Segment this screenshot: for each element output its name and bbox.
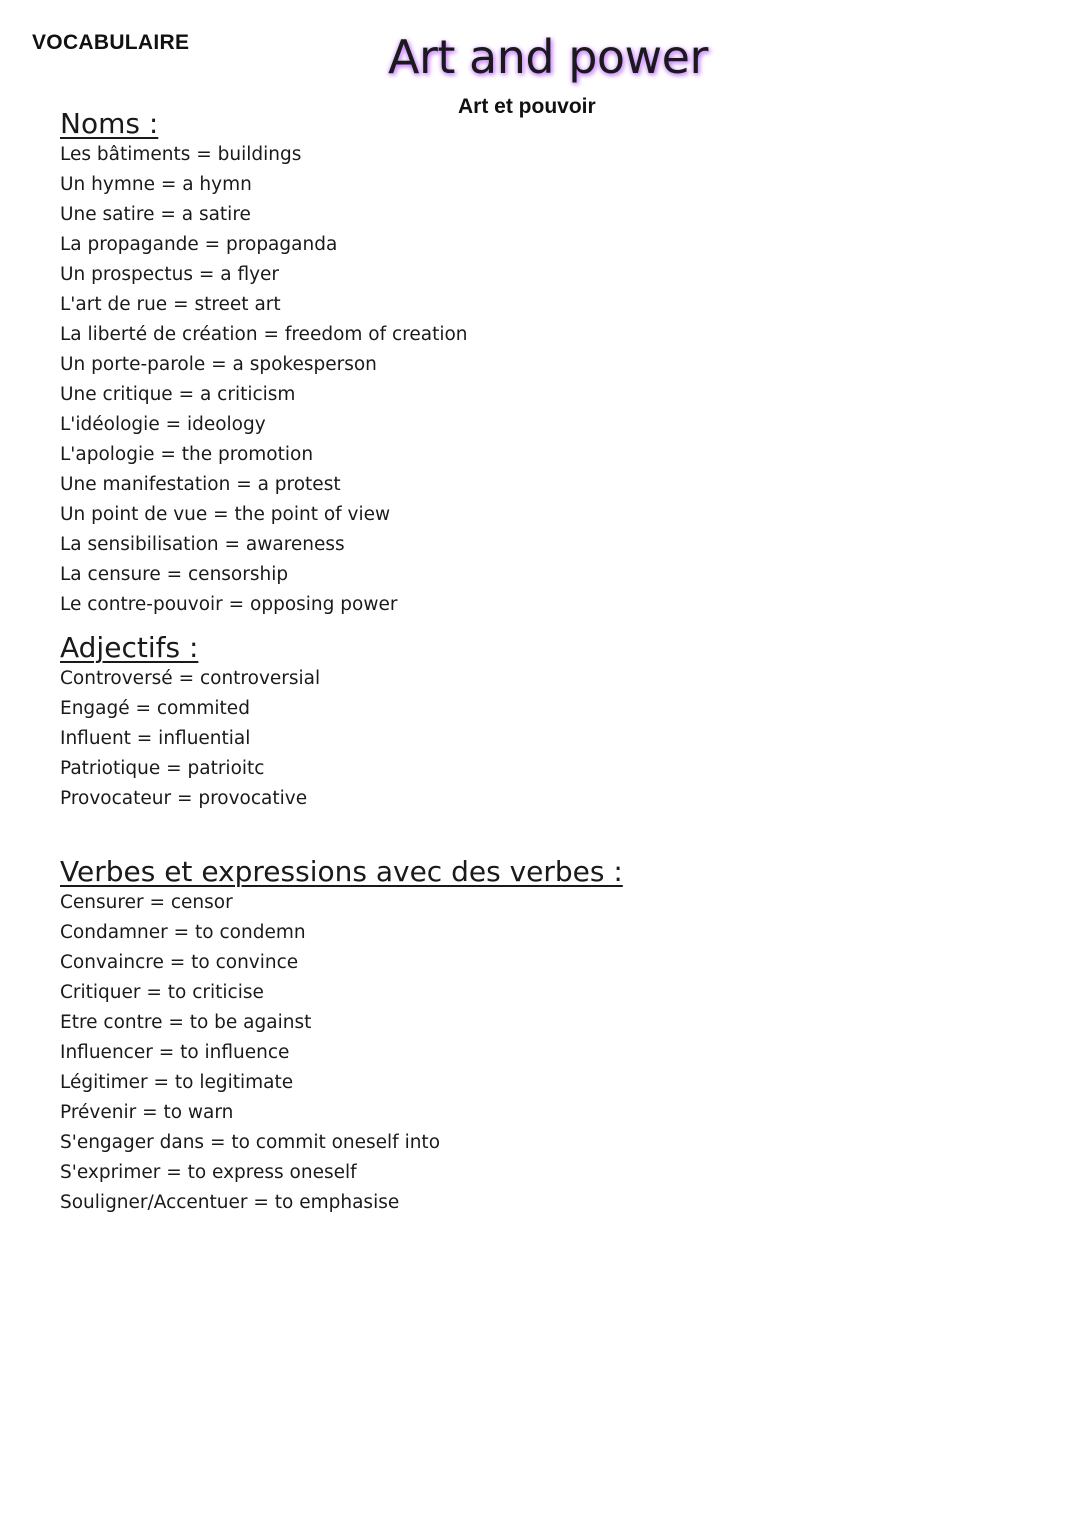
verb-entry: Censurer = censor xyxy=(60,892,233,913)
vocabulary-label: VOCABULAIRE xyxy=(32,31,190,54)
noun-entry: La sensibilisation = awareness xyxy=(60,534,345,555)
page-subtitle: Art et pouvoir xyxy=(458,95,596,118)
noun-entry: Un point de vue = the point of view xyxy=(60,504,391,525)
verbs-heading: Verbes et expressions avec des verbes : xyxy=(60,855,623,888)
adjective-entry: Influent = influential xyxy=(60,728,251,749)
page-title: Art and power xyxy=(388,30,708,84)
noun-entry: Une critique = a criticism xyxy=(60,384,296,405)
noun-entry: La propagande = propaganda xyxy=(60,234,338,255)
adjectives-list xyxy=(60,664,320,814)
adjective-entry: Provocateur = provocative xyxy=(60,788,308,809)
adjective-entry: Patriotique = patrioitc xyxy=(60,758,265,779)
verb-entry: Critiquer = to criticise xyxy=(60,982,264,1003)
verb-entry: Convaincre = to convince xyxy=(60,952,299,973)
verb-entry: Etre contre = to be against xyxy=(60,1012,312,1033)
verbs-list xyxy=(60,888,623,1218)
noun-entry: L'idéologie = ideology xyxy=(60,414,266,435)
adjective-entry: Controversé = controversial xyxy=(60,668,321,689)
nouns-heading: Noms : xyxy=(60,107,159,140)
verb-entry: Légitimer = to legitimate xyxy=(60,1072,294,1093)
verb-entry: S'exprimer = to express oneself xyxy=(60,1162,357,1183)
verb-entry: Influencer = to influence xyxy=(60,1042,290,1063)
verb-entry: S'engager dans = to commit oneself into xyxy=(60,1132,441,1153)
adjective-entry: Engagé = commited xyxy=(60,698,250,719)
adjectives-section xyxy=(60,628,320,814)
nouns-section xyxy=(60,104,468,620)
nouns-list xyxy=(60,140,468,620)
noun-entry: Une satire = a satire xyxy=(60,204,251,225)
noun-entry: Un hymne = a hymn xyxy=(60,174,252,195)
noun-entry: L'apologie = the promotion xyxy=(60,444,314,465)
noun-entry: Un porte-parole = a spokesperson xyxy=(60,354,377,375)
noun-entry: Le contre-pouvoir = opposing power xyxy=(60,594,398,615)
noun-entry: Les bâtiments = buildings xyxy=(60,144,302,165)
verbs-section xyxy=(60,852,623,1218)
verb-entry: Souligner/Accentuer = to emphasise xyxy=(60,1192,400,1213)
verb-entry: Prévenir = to warn xyxy=(60,1102,234,1123)
adjectives-heading: Adjectifs : xyxy=(60,631,199,664)
noun-entry: Une manifestation = a protest xyxy=(60,474,341,495)
verb-entry: Condamner = to condemn xyxy=(60,922,306,943)
noun-entry: La liberté de création = freedom of creation xyxy=(60,324,468,345)
noun-entry: L'art de rue = street art xyxy=(60,294,281,315)
noun-entry: Un prospectus = a flyer xyxy=(60,264,280,285)
noun-entry: La censure = censorship xyxy=(60,564,289,585)
